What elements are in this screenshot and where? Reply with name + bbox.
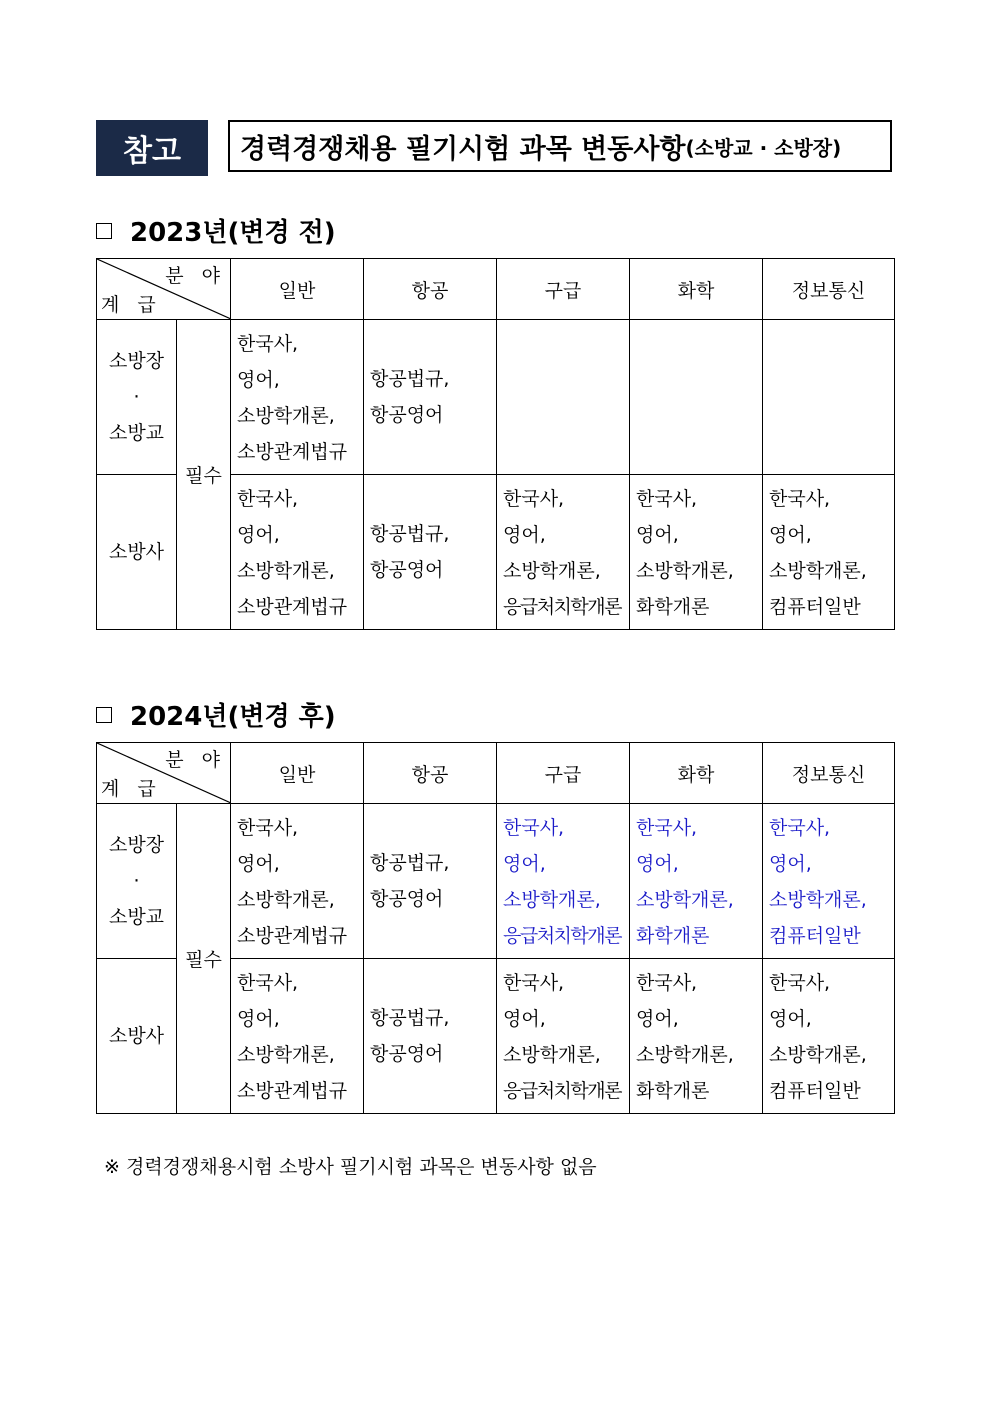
subject-item: 한국사, (769, 488, 831, 510)
subject-item: 화학개론 (636, 1080, 710, 1102)
subject-item: 항공영어 (370, 559, 444, 581)
heading-text-2024: 2024년(변경 후) (130, 702, 336, 732)
diagonal-header-cell (97, 743, 231, 804)
grade-text: 소방교 (108, 422, 165, 444)
subject-item: 한국사, (237, 488, 299, 510)
heading-text-2023: 2023년(변경 전) (130, 218, 336, 248)
subject-item: 한국사, (769, 972, 831, 994)
subject-item: 컴퓨터일반 (769, 1080, 861, 1102)
subject-item: 영어, (769, 853, 812, 875)
subject-item: 화학개론 (636, 596, 710, 618)
subject-table-2024 (96, 742, 895, 1114)
subject-item: 소방학개론, (237, 405, 335, 427)
col-header-it: 정보통신 (763, 259, 895, 320)
grade-cell-junior: 소방사 (97, 475, 177, 630)
subject-item: 소방관계법규 (237, 925, 348, 947)
diagonal-header-cell (97, 259, 231, 320)
subject-item: 소방학개론, (503, 560, 601, 582)
grade-cell-junior: 소방사 (97, 959, 177, 1114)
square-bullet-icon (96, 707, 112, 723)
subject-item: 소방관계법규 (237, 596, 348, 618)
subjects-general (231, 804, 364, 959)
subjects-emergency-changed (497, 804, 630, 959)
subject-item: 영어, (503, 524, 546, 546)
subject-item: 소방학개론, (636, 889, 734, 911)
subject-item: 소방학개론, (769, 1044, 867, 1066)
subject-item: 한국사, (503, 817, 565, 839)
footnote: ※ 경력경쟁채용시험 소방사 필기시험 과목은 변동사항 없음 (104, 1156, 597, 1178)
subject-item: 항공법규, (370, 852, 450, 874)
col-header-chemistry: 화학 (630, 259, 763, 320)
subject-item: 화학개론 (636, 925, 710, 947)
subject-item: 소방관계법규 (237, 1080, 348, 1102)
subject-item: 영어, (503, 853, 546, 875)
col-header-aviation: 항공 (364, 259, 497, 320)
subject-item: 소방학개론, (769, 560, 867, 582)
subject-item: 소방학개론, (636, 560, 734, 582)
subjects-it (763, 475, 895, 630)
section-heading-2024 (96, 696, 336, 733)
subject-item: 응급처치학개론 (503, 1080, 621, 1102)
subject-item: 영어, (769, 1008, 812, 1030)
grade-text: 소방교 (108, 906, 165, 928)
grade-dot: · (133, 870, 140, 892)
subjects-chemistry (630, 475, 763, 630)
col-header-emergency: 구급 (497, 743, 630, 804)
col-header-aviation: 항공 (364, 743, 497, 804)
subjects-emergency (497, 959, 630, 1114)
subject-item: 소방학개론, (237, 1044, 335, 1066)
subject-item: 영어, (237, 524, 280, 546)
subjects-it (763, 959, 895, 1114)
subject-item: 영어, (237, 853, 280, 875)
subject-item: 항공영어 (370, 1043, 444, 1065)
subject-item: 항공법규, (370, 1007, 450, 1029)
field-label: 분 야 (165, 265, 226, 287)
subject-item: 소방학개론, (237, 560, 335, 582)
page-title (228, 120, 892, 172)
grade-text: 소방장 (108, 350, 165, 372)
subject-item: 영어, (237, 369, 280, 391)
subject-item: 한국사, (636, 488, 698, 510)
subject-item: 항공영어 (370, 404, 444, 426)
grade-cell-senior (97, 320, 177, 475)
subjects-chemistry (630, 959, 763, 1114)
subject-item: 한국사, (636, 972, 698, 994)
grade-dot: · (133, 386, 140, 408)
square-bullet-icon (96, 223, 112, 239)
grade-cell-senior (97, 804, 177, 959)
subject-item: 한국사, (237, 972, 299, 994)
col-header-chemistry: 화학 (630, 743, 763, 804)
subject-item: 소방관계법규 (237, 441, 348, 463)
subject-table-2023 (96, 258, 895, 630)
subjects-general (231, 959, 364, 1114)
subject-item: 한국사, (237, 817, 299, 839)
subject-item: 한국사, (237, 333, 299, 355)
subject-item: 컴퓨터일반 (769, 596, 861, 618)
subjects-aviation (364, 804, 497, 959)
subject-item: 항공법규, (370, 523, 450, 545)
grade-label: 계 급 (101, 778, 162, 800)
subjects-aviation (364, 320, 497, 475)
subject-item: 영어, (636, 1008, 679, 1030)
grade-text: 소방장 (108, 834, 165, 856)
title-sub: (소방교 · 소방장) (685, 135, 842, 160)
subjects-aviation (364, 475, 497, 630)
subject-item: 한국사, (503, 488, 565, 510)
subjects-it-changed (763, 804, 895, 959)
subject-item: 항공영어 (370, 888, 444, 910)
type-cell-required: 필수 (177, 804, 231, 1114)
subjects-emergency-empty (497, 320, 630, 475)
col-header-emergency: 구급 (497, 259, 630, 320)
subject-item: 영어, (503, 1008, 546, 1030)
subjects-general (231, 320, 364, 475)
subject-item: 영어, (636, 524, 679, 546)
subject-item: 한국사, (503, 972, 565, 994)
subject-item: 영어, (769, 524, 812, 546)
col-header-it: 정보통신 (763, 743, 895, 804)
subjects-emergency (497, 475, 630, 630)
subject-item: 소방학개론, (636, 1044, 734, 1066)
subject-item: 소방학개론, (503, 1044, 601, 1066)
subject-item: 응급처치학개론 (503, 596, 621, 618)
subject-item: 영어, (636, 853, 679, 875)
subjects-chemistry-changed (630, 804, 763, 959)
subjects-aviation (364, 959, 497, 1114)
subjects-chemistry-empty (630, 320, 763, 475)
subject-item: 소방학개론, (503, 889, 601, 911)
field-label: 분 야 (165, 749, 226, 771)
reference-badge: 참고 (96, 120, 208, 176)
page-header (96, 120, 896, 176)
col-header-general: 일반 (231, 743, 364, 804)
subject-item: 한국사, (769, 817, 831, 839)
subject-item: 한국사, (636, 817, 698, 839)
section-heading-2023 (96, 212, 336, 249)
subject-item: 컴퓨터일반 (769, 925, 861, 947)
subjects-it-empty (763, 320, 895, 475)
title-main: 경력경쟁채용 필기시험 과목 변동사항 (240, 133, 686, 165)
subject-item: 소방학개론, (237, 889, 335, 911)
subject-item: 소방학개론, (769, 889, 867, 911)
subject-item: 응급처치학개론 (503, 925, 621, 947)
subject-item: 영어, (237, 1008, 280, 1030)
grade-label: 계 급 (101, 294, 162, 316)
subjects-general (231, 475, 364, 630)
subject-item: 항공법규, (370, 368, 450, 390)
col-header-general: 일반 (231, 259, 364, 320)
type-cell-required: 필수 (177, 320, 231, 630)
